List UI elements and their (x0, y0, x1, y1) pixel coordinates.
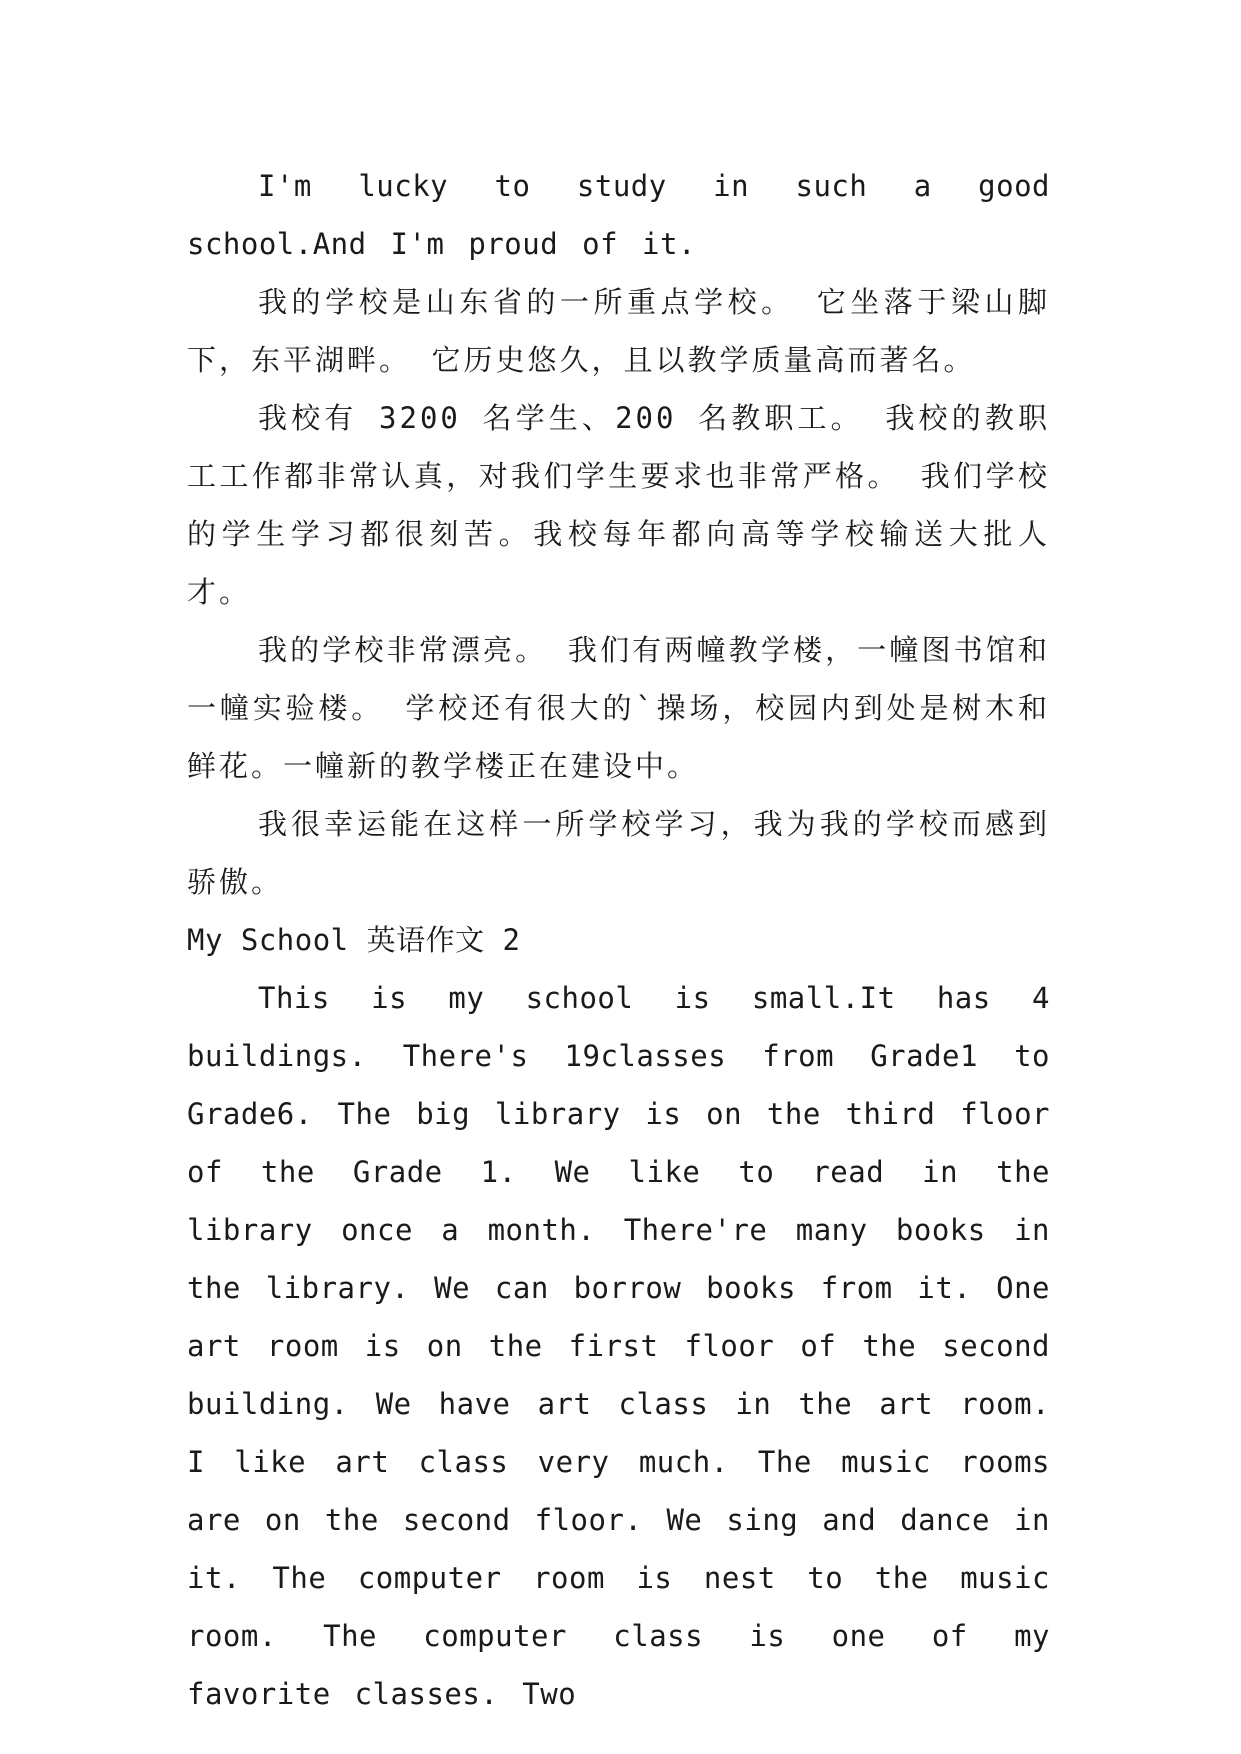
paragraph-school-buildings: 我的学校非常漂亮。 我们有两幢教学楼，一幢图书馆和一幢实验楼。 学校还有很大的`操场，校园内到处是树木和鲜花。一幢新的教学楼正在建设中。 (187, 633, 1050, 783)
essay-heading: My School 英语作文 2 (187, 923, 521, 957)
paragraph-school-location: 我的学校是山东省的一所重点学校。 它坐落于梁山脚下，东平湖畔。 它历史悠久，且以教学质量高而著名。 (187, 285, 1050, 377)
document-page (187, 157, 1050, 1723)
paragraph-school-staff: 我校有 3200 名学生、200 名教职工。 我校的教职工工作都非常认真，对我们学生要求也非常严格。 我们学校的学生学习都很刻苦。我校每年都向高等学校输送大批人才。 (187, 401, 1050, 609)
essay2-body: This is my school is small.It has 4 buildings. There's 19classes from Grade1 to Grade6. The big library is on the third floor of the Grade 1. We like to read in the library once a month. There're many books in the library. We can borrow books from it. One art room is on the first floor of the second building. We have art class in the art room. I like art class very much. The music rooms are on the second floor. We sing and dance in it. The computer room is nest to the music room. The computer class is one of my favorite classes. Two (187, 981, 1050, 1711)
paragraph-proud: I'm lucky to study in such a good school.And I'm proud of it. (187, 169, 1050, 261)
paragraph-school-pride: 我很幸运能在这样一所学校学习，我为我的学校而感到骄傲。 (187, 807, 1050, 899)
